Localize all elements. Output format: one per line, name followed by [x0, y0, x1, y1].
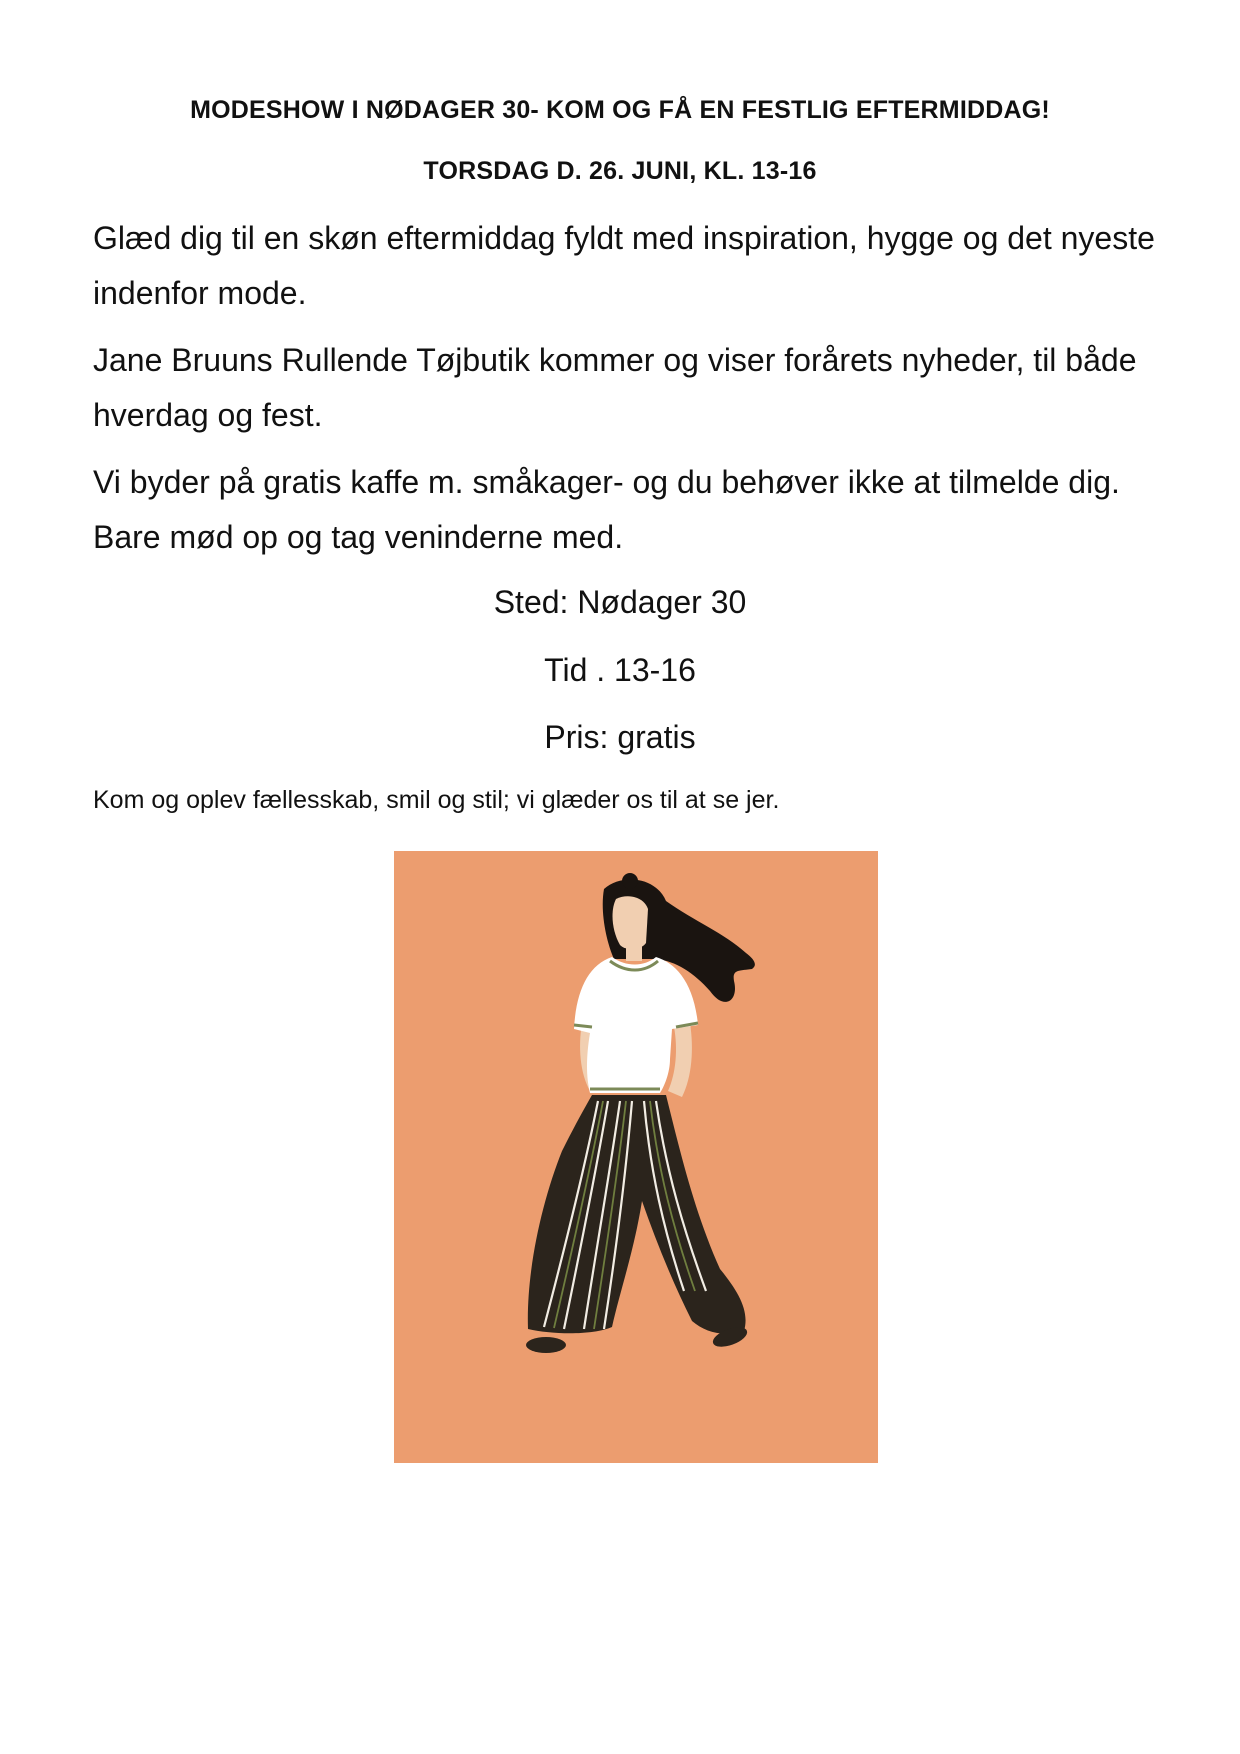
- event-price: Pris: gratis: [544, 719, 696, 755]
- intro-paragraph: Glæd dig til en skøn eftermiddag fyldt med inspiration, hygge og det nyeste indenfor mode.: [93, 220, 1155, 311]
- sleeve-stripe-left: [574, 1025, 592, 1027]
- coffee-paragraph: Vi byder på gratis kaffe m. småkager- og du behøver ikke at tilmelde dig. Bare mød op og tag veninderne med.: [93, 464, 1120, 555]
- left-shoe: [526, 1337, 566, 1353]
- event-time: Tid . 13-16: [544, 652, 696, 688]
- page-title: MODESHOW I NØDAGER 30- KOM OG FÅ EN FESTLIG EFTERMIDDAG!: [190, 96, 1050, 124]
- neck: [626, 943, 642, 961]
- closing-text: Kom og oplev fællesskab, smil og stil; vi glæder os til at se jer.: [93, 786, 780, 814]
- event-place: Sted: Nødager 30: [493, 584, 747, 620]
- event-date: TORSDAG D. 26. JUNI, KL. 13-16: [423, 157, 817, 185]
- shop-paragraph: Jane Bruuns Rullende Tøjbutik kommer og viser forårets nyheder, til både hverdag og fest.: [93, 342, 1137, 433]
- hair-bun: [622, 873, 638, 889]
- walking-woman-illustration: [394, 851, 878, 1463]
